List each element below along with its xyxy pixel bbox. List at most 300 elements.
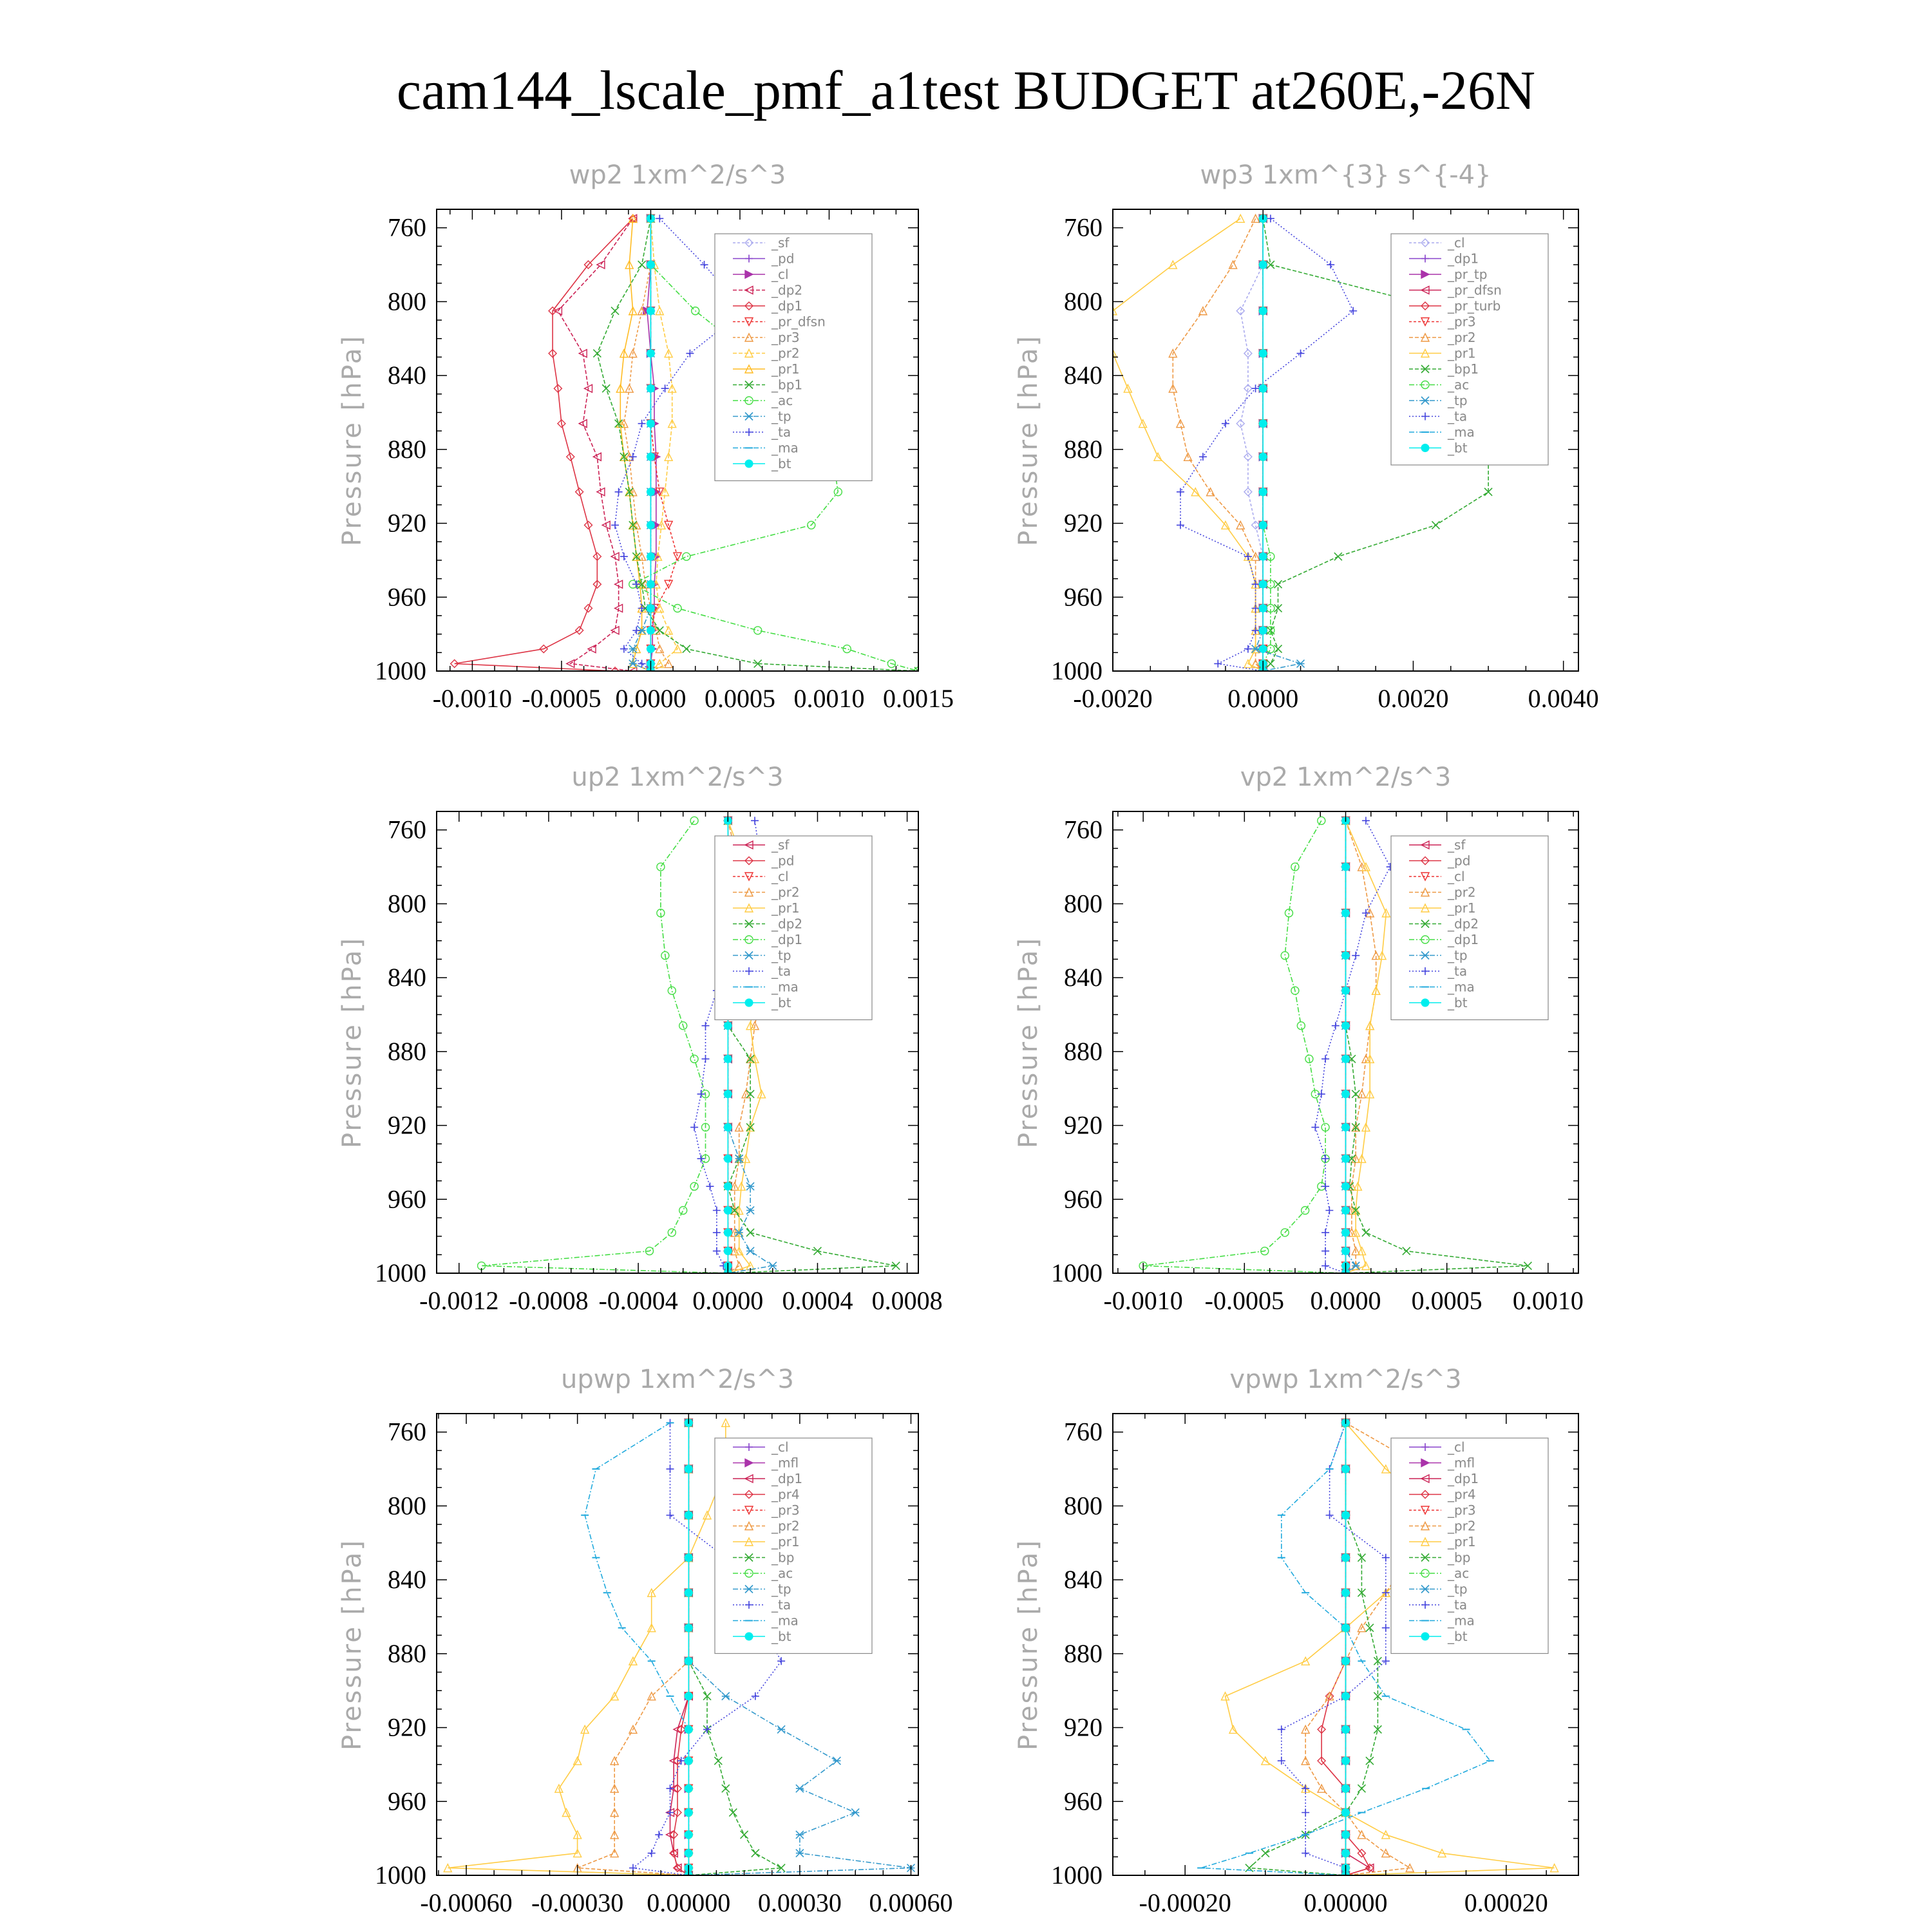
data-point-ta xyxy=(1321,1229,1329,1236)
legend-label: _pr2 xyxy=(1448,884,1476,900)
data-point-bt xyxy=(1259,350,1267,357)
legend-marker xyxy=(1421,1633,1429,1640)
x-tick-label: 0.00000 xyxy=(647,1888,731,1917)
data-point-dp1 xyxy=(690,1055,698,1063)
y-axis-label: Pressure [hPa] xyxy=(337,334,367,546)
legend-label: _ma xyxy=(1448,1613,1475,1629)
y-tick-label: 960 xyxy=(388,1184,426,1214)
data-point-bt xyxy=(1342,1090,1350,1098)
x-tick-label: 0.0005 xyxy=(704,684,775,713)
legend-label: _sf xyxy=(772,837,790,853)
data-point-bt xyxy=(1342,1554,1350,1562)
data-point-ta xyxy=(666,1808,674,1816)
data-point-bp xyxy=(1262,1850,1269,1857)
data-point-bt xyxy=(1342,1155,1350,1162)
data-point-bt xyxy=(1342,952,1350,960)
legend-label: _ma xyxy=(1448,979,1475,995)
legend-label: _dp2 xyxy=(1448,916,1479,932)
legend-label: _tp xyxy=(772,408,791,424)
x-tick-label: 0.0000 xyxy=(1310,1286,1381,1315)
data-point-bt xyxy=(647,420,654,428)
legend-label: _pr1 xyxy=(772,1534,800,1549)
data-point-bt xyxy=(1342,987,1350,994)
legend-label: _bp1 xyxy=(1448,361,1479,377)
y-tick-label: 760 xyxy=(1064,1417,1103,1446)
y-tick-label: 880 xyxy=(388,1638,426,1668)
data-point-bt xyxy=(685,1554,692,1562)
data-point-ta xyxy=(1302,1785,1309,1792)
page-title: cam144_lscale_pmf_a1test BUDGET at260E,-26N xyxy=(396,59,1536,121)
data-point-ta xyxy=(690,1123,698,1131)
legend-label: _tp xyxy=(1448,393,1468,408)
y-tick-label: 880 xyxy=(388,434,426,464)
data-point-ta xyxy=(1267,214,1274,222)
x-tick-label: 0.00020 xyxy=(1464,1888,1548,1917)
data-point-dp2 xyxy=(746,1229,754,1236)
legend-label: _cl xyxy=(1448,869,1465,884)
y-tick-label: 840 xyxy=(388,361,426,390)
data-point-bt xyxy=(1259,420,1267,428)
series-line-pr2 xyxy=(1173,218,1263,671)
data-point-ta xyxy=(701,1022,709,1030)
legend-label: _bp xyxy=(772,1549,795,1566)
data-point-ta xyxy=(697,1155,705,1162)
data-point-ta xyxy=(1321,1247,1329,1255)
data-point-ta xyxy=(666,1465,674,1473)
x-tick-label: 0.0008 xyxy=(871,1286,943,1315)
legend-label: _bp1 xyxy=(772,377,803,393)
data-point-ta xyxy=(1278,1757,1285,1765)
data-point-bt xyxy=(685,1511,692,1519)
panel-4 xyxy=(337,1365,952,1917)
data-point-ta xyxy=(1326,1511,1334,1519)
data-point-ta xyxy=(706,1182,714,1190)
y-tick-label: 760 xyxy=(388,815,426,844)
data-point-bt xyxy=(647,627,654,634)
legend-label: _pd xyxy=(772,251,795,267)
legend-label: _pr_dfsn xyxy=(772,314,826,330)
data-point-dp2 xyxy=(1362,1229,1370,1236)
data-point-ta xyxy=(1199,453,1207,460)
legend-label: _cl xyxy=(772,267,789,282)
panel-title: vp2 1xm^2/s^3 xyxy=(1240,762,1452,792)
y-tick-label: 800 xyxy=(1064,889,1103,918)
legend-label: _bt xyxy=(1448,995,1468,1010)
data-point-bt xyxy=(1342,1511,1350,1519)
data-point-bt xyxy=(1342,1624,1350,1632)
data-point-bt xyxy=(724,1247,732,1255)
data-point-dp2 xyxy=(1403,1247,1410,1255)
data-point-bt xyxy=(724,1123,732,1131)
x-tick-label: -0.0010 xyxy=(1103,1286,1183,1315)
data-point-bp xyxy=(729,1808,737,1816)
y-tick-label: 760 xyxy=(1064,213,1103,242)
data-point-tp xyxy=(735,1155,743,1162)
data-point-tp xyxy=(833,1757,840,1765)
data-point-bt xyxy=(685,1624,692,1632)
panel-title: upwp 1xm^2/s^3 xyxy=(561,1365,794,1394)
y-tick-label: 840 xyxy=(1064,1565,1103,1595)
data-point-bt xyxy=(647,604,654,612)
data-point-ta xyxy=(1252,627,1260,634)
panel-1 xyxy=(1014,160,1599,713)
series-line-pr2 xyxy=(1346,820,1376,1273)
data-point-ta xyxy=(1382,1624,1390,1632)
y-tick-label: 920 xyxy=(388,1110,426,1140)
data-point-bp xyxy=(741,1831,748,1839)
x-tick-label: -0.0008 xyxy=(509,1286,589,1315)
data-point-bp xyxy=(1366,1757,1374,1765)
y-tick-label: 840 xyxy=(1064,963,1103,992)
y-tick-label: 840 xyxy=(388,1565,426,1595)
series-line-dp1 xyxy=(670,1423,689,1875)
legend-label: _tp xyxy=(772,1581,791,1597)
x-tick-label: -0.00020 xyxy=(1139,1888,1231,1917)
legend-label: _pr2 xyxy=(772,884,800,900)
panel-title: wp3 1xm^{3} s^{-4} xyxy=(1200,160,1492,190)
series-line-dp1 xyxy=(1143,820,1345,1273)
legend-label: _ma xyxy=(772,1613,799,1629)
data-point-bt xyxy=(1342,1206,1350,1214)
legend-label: _cl xyxy=(772,869,789,884)
y-tick-label: 800 xyxy=(388,1491,426,1520)
data-point-ta xyxy=(1302,1808,1309,1816)
x-tick-label: 0.00000 xyxy=(1303,1888,1388,1917)
data-point-bt xyxy=(685,1831,692,1839)
data-point-ta xyxy=(1352,952,1359,960)
data-point-ta xyxy=(1311,1123,1319,1131)
legend-label: _dp1 xyxy=(1448,1471,1479,1486)
data-point-bt xyxy=(647,553,654,560)
x-tick-label: -0.0005 xyxy=(1204,1286,1284,1315)
y-tick-label: 800 xyxy=(388,889,426,918)
data-point-dp2 xyxy=(1352,1090,1359,1098)
y-tick-label: 880 xyxy=(1064,1036,1103,1066)
data-point-tp xyxy=(851,1808,859,1816)
series-line-ac xyxy=(1263,218,1271,671)
data-point-bt xyxy=(685,1589,692,1596)
data-point-ta xyxy=(620,553,628,560)
legend-label: _pr_turb xyxy=(1448,298,1501,314)
x-tick-label: 0.0010 xyxy=(793,684,865,713)
legend-marker xyxy=(745,1633,753,1640)
legend-label: _pr2 xyxy=(772,345,800,361)
data-point-ta xyxy=(661,384,669,392)
y-tick-label: 1000 xyxy=(375,656,426,685)
data-point-ac xyxy=(674,604,681,612)
y-axis-label: Pressure [hPa] xyxy=(1014,1539,1043,1750)
data-point-bt xyxy=(1342,1692,1350,1700)
y-tick-label: 960 xyxy=(1064,582,1103,612)
data-point-ac xyxy=(683,553,690,560)
x-tick-label: 0.0040 xyxy=(1528,684,1599,713)
data-point-bp xyxy=(722,1785,730,1792)
legend-label: _ta xyxy=(1448,963,1468,979)
data-point-ac xyxy=(843,645,851,653)
legend-label: _bt xyxy=(772,456,791,471)
legend-label: _ma xyxy=(772,979,799,995)
legend-label: _pr4 xyxy=(772,1486,800,1502)
legend-label: _dp1 xyxy=(1448,932,1479,947)
legend-label: _cl xyxy=(1448,235,1465,251)
y-tick-label: 960 xyxy=(1064,1786,1103,1816)
legend-label: _pr3 xyxy=(772,1502,800,1518)
series-line-ta xyxy=(1315,820,1390,1273)
y-axis-label: Pressure [hPa] xyxy=(1014,334,1043,546)
data-point-bt xyxy=(647,384,654,392)
legend-label: _pr_tp xyxy=(1448,267,1488,282)
data-point-bt xyxy=(647,488,654,496)
legend-label: _pr1 xyxy=(1448,1534,1476,1549)
data-point-bt xyxy=(685,1725,692,1733)
series-line-ta xyxy=(1180,218,1353,671)
legend-label: _pr2 xyxy=(1448,1518,1476,1534)
data-point-bp1 xyxy=(1334,553,1342,560)
legend-marker xyxy=(745,999,753,1007)
legend-label: _pr_dfsn xyxy=(1448,282,1502,298)
y-tick-label: 960 xyxy=(388,1786,426,1816)
series-line-cl xyxy=(647,218,656,671)
data-point-ta xyxy=(697,1090,705,1098)
data-point-bp xyxy=(714,1757,722,1765)
legend-label: _ta xyxy=(772,963,791,979)
y-tick-label: 920 xyxy=(1064,1110,1103,1140)
legend-label: _pr2 xyxy=(772,1518,800,1534)
data-point-ta xyxy=(1214,660,1222,668)
panel-title: vpwp 1xm^2/s^3 xyxy=(1229,1365,1462,1394)
legend-label: _dp1 xyxy=(1448,251,1479,267)
series-line-ta xyxy=(1282,1423,1386,1875)
legend-label: _pr1 xyxy=(772,900,800,916)
data-point-bt xyxy=(685,1808,692,1816)
x-tick-label: 0.0005 xyxy=(1411,1286,1482,1315)
panel-0 xyxy=(337,160,954,713)
data-point-tp xyxy=(746,1247,754,1255)
legend-label: _pr3 xyxy=(1448,1502,1476,1518)
data-point-ta xyxy=(1382,1657,1390,1665)
y-tick-label: 920 xyxy=(388,508,426,538)
y-tick-label: 840 xyxy=(1064,361,1103,390)
y-tick-label: 1000 xyxy=(1051,1258,1103,1287)
data-point-bt xyxy=(724,1206,732,1214)
data-point-bp1 xyxy=(1274,645,1282,653)
data-point-bt xyxy=(1342,1657,1350,1665)
legend-label: _ta xyxy=(1448,408,1468,424)
x-tick-label: -0.00060 xyxy=(420,1888,513,1917)
data-point-bt xyxy=(724,1022,732,1030)
y-tick-label: 960 xyxy=(388,582,426,612)
legend-label: _sf xyxy=(772,235,790,251)
legend-label: _pr3 xyxy=(772,330,800,345)
legend-label: _pd xyxy=(1448,853,1471,869)
x-tick-label: -0.0020 xyxy=(1073,684,1153,713)
data-point-bt xyxy=(724,1090,732,1098)
legend-label: _tp xyxy=(1448,947,1468,963)
data-point-bt xyxy=(1259,384,1267,392)
legend-label: _pr4 xyxy=(1448,1486,1476,1502)
legend-label: _ma xyxy=(1448,424,1475,440)
y-tick-label: 760 xyxy=(388,213,426,242)
series-line-dp1 xyxy=(482,820,728,1273)
legend-label: _cl xyxy=(1448,1439,1465,1455)
data-point-pr1 xyxy=(1236,214,1244,222)
data-point-dp1 xyxy=(1281,952,1289,960)
data-point-bt xyxy=(685,1785,692,1792)
data-point-bt xyxy=(1342,863,1350,871)
x-tick-label: 0.0000 xyxy=(692,1286,764,1315)
data-point-bt xyxy=(685,1657,692,1665)
data-point-bp1 xyxy=(1432,521,1439,529)
data-point-ta xyxy=(1321,1182,1329,1190)
legend-label: _dp1 xyxy=(772,1471,803,1486)
data-point-pr2 xyxy=(1229,261,1237,269)
data-point-bt xyxy=(1342,1589,1350,1596)
data-point-bt xyxy=(1342,1808,1350,1816)
data-point-ta xyxy=(666,1511,674,1519)
data-point-bt xyxy=(685,1850,692,1857)
data-point-bp1 xyxy=(683,645,690,653)
y-tick-label: 800 xyxy=(388,287,426,316)
y-tick-label: 800 xyxy=(1064,287,1103,316)
x-tick-label: 0.0004 xyxy=(782,1286,853,1315)
data-point-bt xyxy=(1342,1123,1350,1131)
legend-label: _dp1 xyxy=(772,932,803,947)
series-line-tp xyxy=(1256,218,1301,671)
data-point-bt xyxy=(1259,453,1267,460)
data-point-bt xyxy=(685,1757,692,1765)
legend-label: _mfl xyxy=(1448,1455,1475,1471)
legend-label: _pr3 xyxy=(1448,314,1476,330)
y-tick-label: 1000 xyxy=(375,1861,426,1889)
data-point-ta xyxy=(1252,580,1260,588)
series-line-pr4 xyxy=(674,1423,688,1875)
x-tick-label: 0.0000 xyxy=(1227,684,1299,713)
panel-2 xyxy=(337,762,943,1315)
data-point-bt xyxy=(1342,1785,1350,1792)
series-line-pr1 xyxy=(1113,218,1263,671)
data-point-ta xyxy=(666,1785,674,1792)
legend-label: _ma xyxy=(772,440,799,456)
legend-label: _pr2 xyxy=(1448,330,1476,345)
data-point-tp xyxy=(777,1725,785,1733)
data-point-bt xyxy=(1259,261,1267,269)
x-tick-label: 0.00030 xyxy=(757,1888,842,1917)
x-tick-label: -0.0012 xyxy=(419,1286,499,1315)
data-point-bt xyxy=(647,453,654,460)
data-point-bt xyxy=(724,1155,732,1162)
data-point-bp xyxy=(1366,1624,1374,1632)
y-tick-label: 800 xyxy=(1064,1491,1103,1520)
data-point-bt xyxy=(1342,1182,1350,1190)
legend-label: _tp xyxy=(772,947,791,963)
data-point-bt xyxy=(1259,488,1267,496)
legend-label: _mfl xyxy=(772,1455,799,1471)
data-point-bt xyxy=(1342,1757,1350,1765)
data-point-ta xyxy=(620,645,628,653)
data-point-bp1 xyxy=(611,307,619,315)
legend-label: _cl xyxy=(772,1439,789,1455)
y-tick-label: 1000 xyxy=(375,1258,426,1287)
data-point-bt xyxy=(1259,580,1267,588)
panel-3 xyxy=(1014,762,1584,1315)
data-point-ta xyxy=(751,817,759,824)
data-point-ta xyxy=(615,488,623,496)
data-point-bt xyxy=(1342,1229,1350,1236)
data-point-ta xyxy=(777,1657,785,1665)
data-point-bt xyxy=(1259,553,1267,560)
series-line-ma xyxy=(585,1423,688,1875)
data-point-bp1 xyxy=(602,384,610,392)
data-point-ta xyxy=(1325,1206,1333,1214)
data-point-bt xyxy=(647,350,654,357)
y-tick-label: 760 xyxy=(388,1417,426,1446)
y-axis-label: Pressure [hPa] xyxy=(1014,936,1043,1148)
x-tick-label: -0.0004 xyxy=(598,1286,678,1315)
legend-label: _pd xyxy=(772,853,795,869)
data-point-bt xyxy=(647,580,654,588)
panel-5 xyxy=(1014,1365,1578,1917)
data-point-bt xyxy=(1342,1247,1350,1255)
y-axis-label: Pressure [hPa] xyxy=(337,936,367,1148)
data-point-ta xyxy=(638,420,646,428)
data-point-bt xyxy=(1259,521,1267,529)
legend-label: _bt xyxy=(1448,1629,1468,1644)
y-tick-label: 840 xyxy=(388,963,426,992)
y-tick-label: 920 xyxy=(388,1712,426,1742)
legend-label: _pr1 xyxy=(772,361,800,377)
x-tick-label: 0.00060 xyxy=(869,1888,953,1917)
series-line-pr2 xyxy=(578,1423,689,1875)
data-point-dp1 xyxy=(1297,1022,1305,1030)
data-point-ta xyxy=(1362,817,1370,824)
data-point-ta xyxy=(1278,1725,1285,1733)
data-point-bt xyxy=(1342,1850,1350,1857)
data-point-bt xyxy=(1342,1465,1350,1473)
data-point-bt xyxy=(647,645,654,653)
legend-label: _dp2 xyxy=(772,916,803,932)
data-point-tp xyxy=(746,1206,754,1214)
data-point-ta xyxy=(686,350,694,357)
data-point-bp xyxy=(752,1850,759,1857)
data-point-ta xyxy=(701,1055,709,1063)
data-point-tp xyxy=(796,1831,804,1839)
series-line-cl xyxy=(1240,218,1263,671)
data-point-bt xyxy=(1342,909,1350,917)
y-tick-label: 960 xyxy=(1064,1184,1103,1214)
data-point-bt xyxy=(1259,645,1267,653)
legend-label: _dp1 xyxy=(772,298,803,314)
legend-label: _bt xyxy=(1448,440,1468,456)
series-line-pr1 xyxy=(448,1423,726,1875)
legend-label: _bt xyxy=(772,995,791,1010)
data-point-bp1 xyxy=(1274,580,1282,588)
x-tick-label: -0.00030 xyxy=(531,1888,624,1917)
data-point-bt xyxy=(647,521,654,529)
legend-label: _ta xyxy=(772,1597,791,1613)
data-point-bp xyxy=(1358,1785,1365,1792)
legend-label: _dp2 xyxy=(772,282,803,298)
legend-marker xyxy=(745,460,753,468)
x-tick-label: 0.0010 xyxy=(1512,1286,1584,1315)
data-point-cl xyxy=(1236,420,1244,428)
legend-label: _pr1 xyxy=(1448,900,1476,916)
legend-label: _sf xyxy=(1448,837,1466,853)
x-tick-label: 0.0000 xyxy=(615,684,687,713)
data-point-ta xyxy=(1302,1850,1309,1857)
data-point-bt xyxy=(1259,627,1267,634)
data-point-ta xyxy=(1332,1022,1340,1030)
data-point-pr_dfsn xyxy=(674,553,681,560)
